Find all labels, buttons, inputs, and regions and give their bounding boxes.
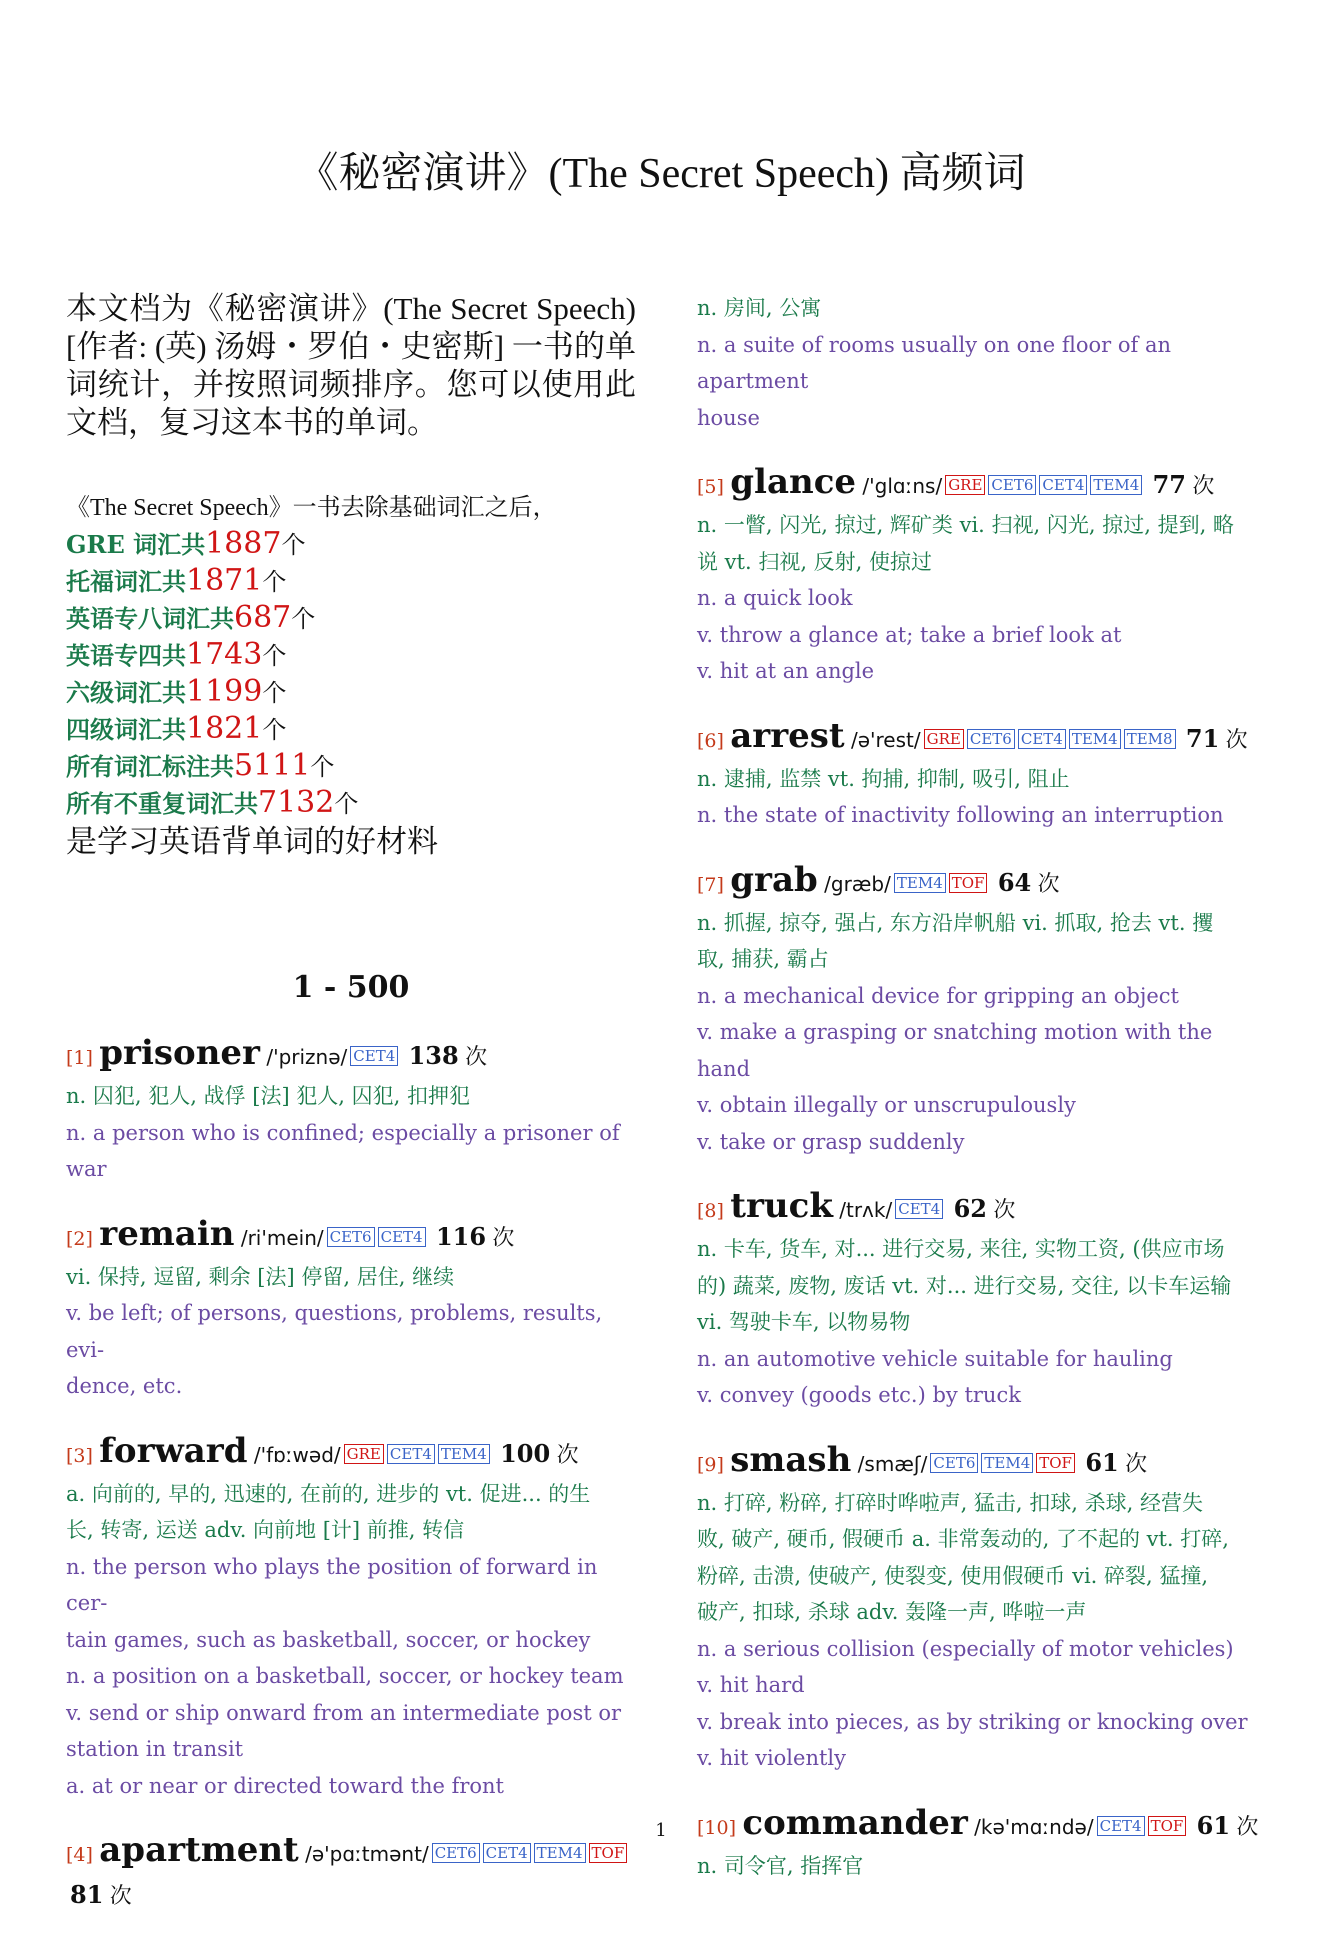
exam-tag: TOF: [949, 873, 988, 893]
exam-tag: GRE: [344, 1444, 384, 1464]
exam-tag: CET4: [387, 1444, 435, 1464]
exam-tag: TEM4: [534, 1843, 586, 1863]
chinese-definition: 说 vt. 扫视, 反射, 使掠过: [697, 549, 933, 574]
intro-paragraph: 本文档为《秘密演讲》(The Secret Speech)[作者: (英) 汤姆・罗伯・史密斯] 一书的单词统计，并按照词频排序。您可以使用此文档，复习这本书的单词。: [66, 291, 636, 440]
right-column: [697, 290, 1267, 1910]
exam-tag: CET4: [483, 1843, 531, 1863]
word-entry: [697, 462, 1267, 690]
phonetic: /'fɒːwəd/: [253, 1442, 341, 1467]
exam-tag: TOF: [1148, 1816, 1187, 1836]
entry-head: [697, 462, 1267, 507]
frequency-unit: 次: [1236, 1814, 1259, 1840]
stats-block: [66, 490, 636, 862]
word-entry: [697, 716, 1267, 834]
english-definition: v. convey (goods etc.) by truck: [697, 1383, 1021, 1407]
english-definition: house: [697, 405, 760, 430]
stats-number: 1199: [186, 674, 263, 709]
word-entry: [697, 1186, 1267, 1414]
english-definition: v. be left; of persons, questions, problems, results, evi-: [66, 1301, 603, 1362]
english-definition: n. a position on a basketball, soccer, or hockey team: [66, 1664, 624, 1688]
frequency-unit: 次: [492, 1225, 515, 1251]
stats-row: [66, 526, 636, 563]
entry-head: [697, 1186, 1267, 1231]
entry-head: [697, 860, 1267, 905]
frequency-unit: 次: [1037, 871, 1060, 897]
exam-tag: CET4: [350, 1046, 398, 1066]
english-definition: v. obtain illegally or unscrupulously: [697, 1093, 1076, 1117]
entry-index: [6]: [697, 729, 724, 752]
english-definition: dence, etc.: [66, 1374, 183, 1398]
exam-tag: TEM4: [1090, 475, 1142, 495]
phonetic: /'glɑːns/: [862, 474, 943, 498]
entry-index: [3]: [66, 1444, 93, 1467]
stats-row: [66, 711, 636, 748]
range-heading: 1 - 500: [292, 970, 410, 1005]
phonetic: /ə'pɑːtmənt/: [305, 1842, 429, 1866]
english-definition: v. hit at an angle: [697, 659, 875, 683]
phonetic: /græb/: [824, 871, 891, 896]
frequency-count: 138: [408, 1041, 459, 1070]
stats-unit: 个: [334, 790, 359, 818]
chinese-definition: 破产, 扣球, 杀球 adv. 轰隆一声, 哗啦一声: [697, 1600, 1087, 1624]
chinese-definition: n. 逮捕, 监禁 vt. 拘捕, 抑制, 吸引, 阻止: [697, 766, 1070, 791]
headword: smash: [730, 1439, 852, 1480]
entry-continuation: [697, 290, 1267, 436]
chinese-definition: vi. 驾驶卡车, 以物易物: [697, 1310, 911, 1334]
chinese-definition: 的) 蔬菜, 废物, 废话 vt. 对... 进行交易, 交往, 以卡车运输: [697, 1273, 1232, 1298]
exam-tag: CET4: [1018, 729, 1066, 749]
english-definition: v. hit hard: [697, 1673, 805, 1697]
frequency-unit: 次: [556, 1442, 579, 1468]
exam-tag: TOF: [589, 1843, 628, 1863]
headword: apartment: [99, 1830, 299, 1870]
chinese-definition: n. 一瞥, 闪光, 掠过, 辉矿类 vi. 扫视, 闪光, 掠过, 提到, 略: [697, 513, 1234, 537]
chinese-definition: vi. 保持, 逗留, 剩余 [法] 停留, 居住, 继续: [66, 1264, 455, 1289]
english-definition: n. a serious collision (especially of motor vehicles): [697, 1636, 1234, 1661]
word-entry: [697, 1440, 1267, 1777]
english-definition: n. an automotive vehicle suitable for hauling: [697, 1346, 1173, 1371]
entry-head: [66, 1214, 636, 1259]
exam-tag: CET4: [1097, 1816, 1145, 1836]
entry-index: [10]: [697, 1816, 737, 1839]
frequency-count: 77: [1152, 470, 1187, 499]
exam-tag: TEM4: [1069, 729, 1121, 749]
chinese-definition: 取, 捕获, 霸占: [697, 947, 829, 971]
chinese-definition: n. 囚犯, 犯人, 战俘 [法] 犯人, 囚犯, 扣押犯: [66, 1084, 471, 1108]
stats-unit: 个: [262, 568, 287, 596]
english-definition: v. make a grasping or snatching motion with the hand: [697, 1020, 1213, 1081]
stats-unit: 个: [281, 531, 306, 559]
headword: arrest: [730, 715, 845, 756]
stats-row: [66, 785, 636, 822]
chinese-definition: 败, 破产, 硬币, 假硬币 a. 非常轰动的, 了不起的 vt. 打碎,: [697, 1527, 1229, 1551]
stats-row: [66, 600, 636, 637]
frequency-unit: 次: [1225, 727, 1248, 753]
exam-tag: GRE: [924, 729, 964, 749]
exam-tag: TOF: [1036, 1453, 1075, 1473]
stats-label: GRE 词汇共: [66, 530, 206, 559]
frequency-count: 61: [1085, 1447, 1119, 1477]
english-definition: a. at or near or directed toward the front: [66, 1773, 504, 1798]
headword: truck: [730, 1186, 833, 1226]
english-definition: station in transit: [66, 1737, 244, 1761]
english-definition: n. a mechanical device for gripping an object: [697, 983, 1179, 1008]
phonetic: /smæʃ/: [857, 1451, 928, 1476]
frequency-count: 61: [1196, 1810, 1231, 1840]
word-entry: [66, 1033, 636, 1188]
headword: grab: [730, 859, 818, 900]
frequency-unit: 次: [1125, 1451, 1148, 1477]
phonetic: /'priznə/: [266, 1045, 348, 1069]
headword: commander: [742, 1802, 968, 1843]
english-definition: n. a quick look: [697, 586, 853, 610]
english-definition: tain games, such as basketball, soccer, or hockey: [66, 1627, 591, 1652]
stats-label: 所有不重复词汇共: [66, 789, 258, 818]
headword: remain: [99, 1213, 235, 1254]
exam-tag: CET6: [967, 729, 1015, 749]
exam-tag: TEM8: [1124, 729, 1176, 749]
frequency-unit: 次: [1192, 474, 1215, 499]
word-entry: [66, 1214, 636, 1405]
chinese-definition: n. 司令官, 指挥官: [697, 1853, 864, 1878]
headword: glance: [730, 462, 857, 502]
stats-row: [66, 674, 636, 711]
word-entry: [66, 1830, 636, 1917]
chinese-definition: n. 房间, 公寓: [697, 296, 822, 320]
stats-unit: 个: [262, 642, 287, 670]
entry-head: [697, 1440, 1267, 1485]
stats-unit: 个: [262, 716, 287, 744]
entry-head: [66, 1830, 636, 1917]
left-column: [66, 290, 636, 1943]
stats-row: [66, 563, 636, 600]
stats-unit: 个: [262, 679, 287, 707]
stats-label: 英语专八词汇共: [66, 604, 234, 633]
english-definition: v. hit violently: [697, 1746, 846, 1770]
frequency-unit: 次: [109, 1884, 132, 1909]
english-definition: n. a suite of rooms usually on one floor of an apartment: [697, 332, 1171, 393]
frequency-unit: 次: [465, 1045, 488, 1070]
exam-tag: CET4: [378, 1227, 426, 1247]
chinese-definition: n. 卡车, 货车, 对... 进行交易, 来往, 实物工资, (供应市场: [697, 1237, 1225, 1261]
stats-row: [66, 637, 636, 674]
english-definition: v. send or ship onward from an intermediate post or: [66, 1700, 622, 1725]
chinese-definition: 长, 转寄, 运送 adv. 向前地 [计] 前推, 转信: [66, 1518, 465, 1542]
entry-index: [9]: [697, 1453, 724, 1476]
stats-number: 687: [234, 600, 292, 635]
entry-index: [7]: [697, 873, 724, 896]
exam-tag: GRE: [945, 475, 985, 495]
headword: forward: [99, 1430, 248, 1471]
frequency-count: 62: [953, 1194, 987, 1223]
phonetic: /trʌk/: [839, 1198, 893, 1222]
word-entry: [697, 860, 1267, 1161]
phonetic: /kə'mɑːndə/: [974, 1814, 1094, 1839]
entry-index: [8]: [697, 1200, 724, 1222]
english-definition: v. break into pieces, as by striking or knocking over: [697, 1709, 1248, 1734]
stats-number: 1871: [186, 563, 263, 598]
stats-row: [66, 748, 636, 785]
frequency-unit: 次: [993, 1198, 1016, 1223]
document-title: 《秘密演讲》(The Secret Speech) 高频词: [296, 151, 1026, 197]
exam-tag: CET4: [1039, 475, 1087, 495]
stats-unit: 个: [310, 753, 335, 781]
stats-label: 所有词汇标注共: [66, 752, 234, 781]
chinese-definition: n. 打碎, 粉碎, 打碎时哗啦声, 猛击, 扣球, 杀球, 经营失: [697, 1490, 1203, 1515]
exam-tag: CET4: [895, 1199, 943, 1219]
stats-label: 托福词汇共: [66, 567, 186, 596]
frequency-count: 100: [500, 1438, 551, 1468]
headword: prisoner: [99, 1033, 260, 1073]
entry-index: [5]: [697, 476, 724, 498]
phonetic: /ri'mein/: [240, 1225, 324, 1250]
stats-number: 1821: [186, 711, 263, 746]
stats-number: 1743: [186, 637, 263, 672]
exam-tag: CET6: [988, 475, 1036, 495]
chinese-definition: n. 抓握, 掠夺, 强占, 东方沿岸帆船 vi. 抓取, 抢去 vt. 攫: [697, 910, 1214, 935]
stats-number: 7132: [258, 785, 335, 820]
chinese-definition: a. 向前的, 早的, 迅速的, 在前的, 进步的 vt. 促进... 的生: [66, 1481, 591, 1506]
stats-label: 六级词汇共: [66, 678, 186, 707]
english-definition: n. a person who is confined; especially a prisoner of war: [66, 1120, 620, 1181]
exam-tag: TEM4: [894, 873, 946, 893]
frequency-count: 64: [997, 867, 1032, 897]
english-definition: n. the person who plays the position of forward in cer-: [66, 1554, 598, 1615]
stats-unit: 个: [291, 605, 316, 633]
stats-number: 5111: [234, 748, 311, 783]
stats-label: 四级词汇共: [66, 715, 186, 744]
entry-head: [697, 716, 1267, 761]
english-definition: v. take or grasp suddenly: [697, 1129, 965, 1154]
english-definition: n. the state of inactivity following an interruption: [697, 803, 1224, 827]
stats-closing: 是学习英语背单词的好材料: [66, 824, 438, 860]
stats-number: 1887: [205, 526, 282, 561]
exam-tag: TEM4: [438, 1444, 490, 1464]
stats-lead: 《The Secret Speech》一书去除基础词汇之后，: [66, 495, 557, 521]
frequency-count: 71: [1185, 723, 1220, 753]
phonetic: /ə'rest/: [850, 727, 921, 752]
frequency-count: 81: [70, 1880, 104, 1909]
entry-head: [66, 1431, 636, 1476]
page-number: 1: [655, 1820, 667, 1841]
entry-head: [66, 1033, 636, 1078]
exam-tag: CET6: [432, 1843, 480, 1863]
entry-index: [4]: [66, 1844, 93, 1866]
exam-tag: TEM4: [981, 1453, 1033, 1473]
word-entry: [66, 1431, 636, 1805]
frequency-count: 116: [435, 1221, 487, 1251]
english-definition: v. throw a glance at; take a brief look at: [697, 622, 1122, 647]
entry-index: [1]: [66, 1047, 93, 1069]
entry-index: [2]: [66, 1227, 93, 1250]
stats-label: 英语专四共: [66, 641, 186, 670]
chinese-definition: 粉碎, 击溃, 使破产, 使裂变, 使用假硬币 vi. 碎裂, 猛撞,: [697, 1563, 1209, 1588]
exam-tag: CET6: [327, 1227, 375, 1247]
word-entry: [697, 1803, 1267, 1885]
exam-tag: CET6: [930, 1453, 978, 1473]
